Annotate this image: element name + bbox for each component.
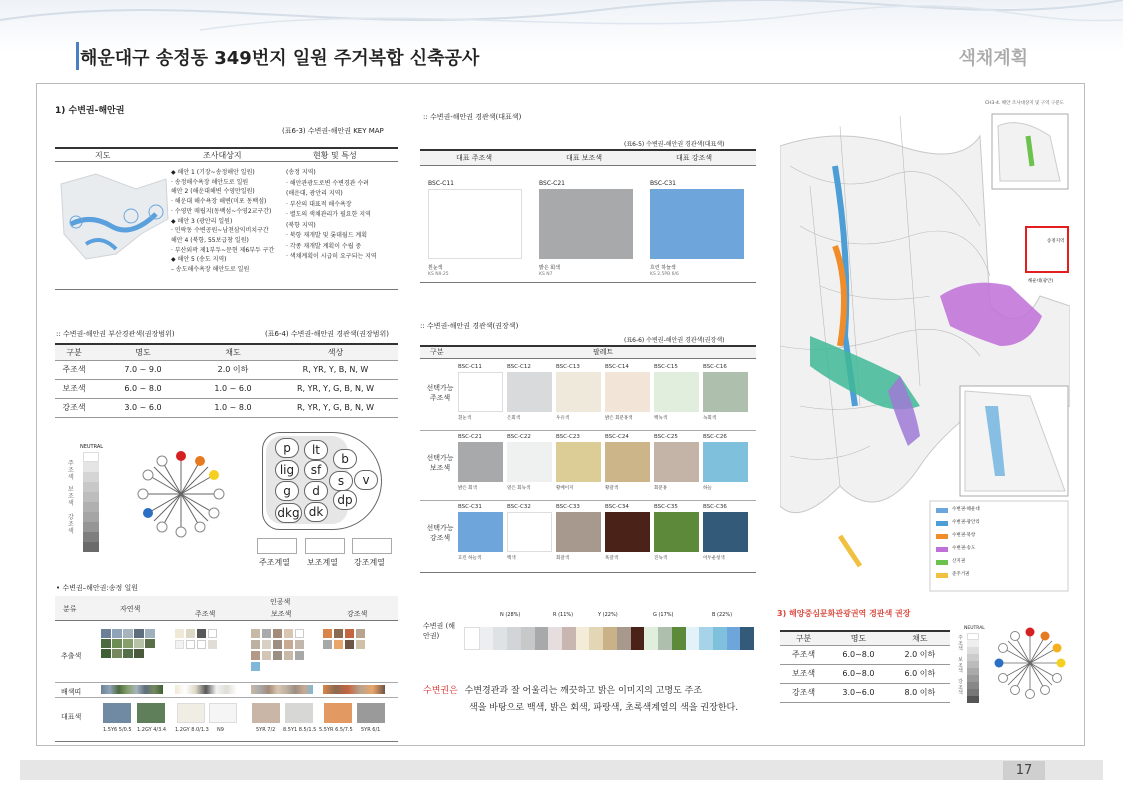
sj-rep-code: 5YR 7/2 [256,727,276,733]
palette-swatch [654,512,699,552]
page-title: 해운대구 송정동 349번지 일원 주거복합 신축공사 [80,48,480,69]
palette-header [420,345,756,359]
keymap-bottom-line [55,289,398,290]
sj-rep-swatch [285,703,313,723]
palette-swatch [605,372,650,412]
survey-line: – 송도해수욕장 해안도로 일원 [171,266,250,274]
tone-legend-sub: 보조계열 [307,558,338,567]
range-cell: 보조색 [55,379,93,398]
color-wheel [135,448,227,540]
remark-line-2: 색을 바탕으로 백색, 밝은 회색, 파랑색, 초록색계열의 색을 권장한다. [469,703,739,713]
sj-col-artificial: 인공색 [270,598,291,606]
palette-title: :: 수변권-해안권 경관색(권장색) [420,322,519,330]
rec-cell: 3.0~6.0 [827,683,890,702]
palette-swatch [703,442,748,482]
rep-swatch-sub [539,189,633,259]
palette-swatch [605,442,650,482]
palette-code: BSC-C23 [556,434,580,440]
rec-cell: 강조색 [780,683,827,702]
palette-code: BSC-C11 [458,364,482,370]
sj-row-extract: 추출색 [61,652,82,660]
sj-rep-swatch [324,703,352,723]
left-heading: 1) 수변권-해안권 [55,106,125,116]
range-title: :: 수변권-해안권 부산경관색(권장범위) [56,330,175,338]
palette-swatch-name: 은회색 [507,416,521,421]
palette-swatch [556,512,601,552]
range-cell: 1.0 ~ 6.0 [193,379,273,398]
status-line: (송정 지역) [286,169,316,176]
hue-head-r: R (11%) [553,612,574,618]
palette-code: BSC-C22 [507,434,531,440]
range-col: 색상 [273,344,398,360]
status-line: (해운대, 광안리 지역) [286,190,343,197]
sj-col-main: 주조색 [195,610,216,618]
palette-swatch-name: 하늘 [703,486,712,491]
rep-ks: KS N7 [539,272,553,277]
hue-head-b: B (22%) [712,612,733,618]
tone-legend-main: 주조계열 [259,558,290,567]
palette-code: BSC-C12 [507,364,531,370]
sj-main-strip [175,685,237,694]
palette-swatch [703,512,748,552]
palette-swatch [654,372,699,412]
tone-d: d [304,481,328,501]
sj-rep-swatch [177,703,205,723]
sj-rep-code: 5.5YR 6.5/7.5 [319,727,353,733]
keymap-col-map: 지도 [95,151,111,160]
sj-col-class: 분류 [63,605,77,613]
sj-col-sub: 보조색 [271,610,292,618]
keymap-caption: (표6-3) 수변권-해안권 KEY MAP [282,127,384,135]
tone-sf: sf [304,460,328,480]
rep-name: 흰눈색 [428,265,443,271]
title-accent-bar [76,42,79,70]
map-legend-6: 준주거권 [952,572,970,577]
sj-rep-swatch [209,703,237,723]
range-cell: R, YR, Y, G, B, N, W [273,398,398,417]
status-line: · 북항 재개발 및 롯데월드 계획 [286,232,367,239]
rep-title: :: 수변권-해안권 경관색(대표색) [423,113,522,121]
sj-rep-swatch [357,703,385,723]
page-number: 17 [1003,761,1045,780]
range-col: 구분 [55,344,93,360]
palette-swatch-name: 진녹색 [654,556,668,561]
rep-col-accent: 대표 강조색 [676,154,713,162]
keymap-table-topline [55,147,398,149]
palette-col-palette: 팔레트 [593,348,614,356]
rec-neutral-side-accent: 강조색 [958,679,963,696]
palette-code: BSC-C32 [507,504,531,510]
status-line: · 부산의 대표적 해수욕장 [286,200,352,208]
remark-line-1: 수변경관과 잘 어울리는 깨끗하고 밝은 이미지의 고명도 주조 [464,686,703,696]
remark [423,683,702,696]
palette-swatch [507,442,552,482]
tone-lig: lig [275,460,299,480]
palette-caption: (표6-6) 수변권-해안권 경관색(권장색) [624,337,725,344]
palette-grid [420,361,756,571]
rep-ks: KS 2.5PB 6/6 [650,272,679,277]
status-line: (북항 지역) [286,221,316,229]
range-col: 채도 [193,344,273,360]
rec-title: 3) 해양중심문화관광권역 경관색 권장 [777,609,911,618]
rep-bottom-line [420,282,756,283]
map-legend-1: 수변권-해운대 [952,507,980,512]
hue-head-n: N (28%) [500,612,521,618]
palette-swatch-name: 흑갈색 [605,556,619,561]
rec-cell: 보조색 [780,664,827,683]
neutral-scale [83,452,99,552]
range-cell: 6.0 ~ 8.0 [93,379,193,398]
range-cell: 3.0 ~ 6.0 [93,398,193,417]
range-col: 명도 [93,344,193,360]
tone-legend-sub-box [305,538,345,554]
palette-swatch [654,442,699,482]
palette-swatch-name: 백색 [507,556,516,561]
sj-rep-code: 1.5Y6 5/0.5 [103,727,132,733]
sj-col-accent: 강조색 [347,610,368,618]
palette-code: BSC-C14 [605,364,629,370]
status-line: · 각종 재개발 계획이 수립 중 [286,242,362,250]
neutral-side-accent: 강조색 [68,514,74,535]
range-cell: 주조색 [55,360,93,379]
palette-swatch [556,372,601,412]
range-cell: 2.0 이하 [193,360,273,379]
status-line: · 별도의 색채관리가 필요한 지역 [286,211,371,218]
palette-swatch [507,372,552,412]
tone-g: g [275,481,299,501]
sj-rep-code: 1.2GY 8.0/1.3 [175,727,209,733]
map-legend-4: 수변권-송도 [952,546,976,551]
palette-code: BSC-C24 [605,434,629,440]
survey-line: · 송정해수욕장 해안도로 일원 [171,178,249,186]
rec-neutral-side-sub: 보조색 [958,657,963,674]
keymap-col-status: 현황 및 특성 [313,151,357,160]
keymap-header-line [55,161,398,162]
neutral-label: NEUTRAL [80,444,104,450]
sj-rep-code: 1.2GY 4/3.4 [137,727,167,733]
palette-swatch-name: 회분홍 [654,486,668,491]
tone-p: p [275,438,299,458]
sj-rep-code: 8.5Y1 8.5/1.5 [283,727,317,733]
rep-swatch-main [428,189,522,259]
palette-code: BSC-C31 [458,504,482,510]
palette-swatch [556,442,601,482]
rep-name: 흐린 하늘색 [650,265,676,271]
hue-strip [464,627,754,650]
table-row [55,360,398,379]
table-row [780,645,950,664]
sj-rep-swatch [103,703,131,723]
palette-swatch [507,512,552,552]
status-line: · 색채계획이 시급히 요구되는 지역 [286,253,377,260]
rep-code: BSC-C11 [428,180,454,187]
palette-swatch [458,512,503,552]
range-caption: (표6-4) 수변권-해안권 경관색(권장범위) [265,330,390,338]
palette-swatch-name: 회갈색 [556,556,570,561]
songjeong-table [55,596,398,742]
survey-line: · 부산외곽 제1부두~문현 제6부두 구간 [171,246,275,254]
sj-row-strip: 배색띠 [61,688,82,696]
rep-swatch-accent [650,189,744,259]
rec-cell: 8.0 이하 [890,683,950,702]
tone-dkg: dkg [275,503,302,523]
range-cell: R, YR, Y, G, B, N, W [273,379,398,398]
remark-highlight: 수변권은 [423,686,458,696]
palette-swatch-name: 우유색 [556,416,570,421]
songjeong-title: • 수변권–해안권:송정 일원 [56,584,139,592]
rec-col: 명도 [827,631,890,645]
neutral-side-main: 주조색 [68,460,74,481]
section-title: 색채계획 [958,48,1028,69]
palette-swatch-name: 밝은 회분홍색 [605,416,633,421]
map-legend-2: 수변권-광안리 [952,520,980,525]
palette-code: BSC-C34 [605,504,629,510]
rec-neutral-side [958,636,963,697]
tone-legend-accent: 강조계열 [354,558,385,567]
sj-accent-strip [323,685,385,694]
footer-bar [20,760,1103,780]
palette-swatch-name: 어두운청색 [703,556,725,561]
rec-col: 채도 [890,631,950,645]
hue-head-g: G (17%) [653,612,674,618]
status-line: · 해안관광도로변 수변경관 수려 [286,179,369,187]
sj-rep-code: N9 [217,727,224,733]
map-place-a: 송정지역 [1047,239,1065,244]
rec-col: 구분 [780,631,827,645]
survey-line: 해안 2 (해운대해변 수영만일원) [171,188,255,196]
map-legend-3: 수변권-북항 [952,533,976,538]
palette-row-label: 선택가능 보조색 [426,454,454,472]
table-row [780,683,950,702]
sj-rep-swatch [137,703,165,723]
table-row [55,398,398,417]
rep-col-main: 대표 주조색 [456,154,493,162]
palette-code: BSC-C15 [654,364,678,370]
palette-row-divider [420,500,756,501]
neutral-side-labels [68,460,76,535]
palette-swatch-name: 황갈색 [605,486,619,491]
palette-col-class: 구분 [430,348,444,356]
sj-natural-swatches [101,629,157,658]
neutral-side-sub: 보조색 [68,486,74,507]
survey-list [171,168,283,275]
rec-cell: 6.0 이하 [890,664,950,683]
rec-color-wheel [993,626,1067,700]
sj-rep-swatch [252,703,280,723]
palette-swatch-name: 밝은 회색 [458,486,477,491]
palette-code: BSC-C13 [556,364,580,370]
keymap-mini-map [56,164,171,279]
sj-row-rep: 대표색 [61,713,82,721]
rec-cell: 주조색 [780,645,827,664]
palette-row-divider [420,430,756,431]
table-row [55,379,398,398]
palette-code: BSC-C16 [703,364,727,370]
range-table [55,343,398,418]
rec-neutral-side-main: 주조색 [958,635,963,652]
palette-code: BSC-C36 [703,504,727,510]
rep-ks: KS N9.25 [428,272,449,277]
tone-b: b [333,449,357,469]
rec-table [780,630,950,703]
palette-code: BSC-C26 [703,434,727,440]
range-cell: 1.0 ~ 8.0 [193,398,273,417]
sj-main-swatches [175,629,235,649]
rep-col-sub: 대표 보조색 [566,154,603,162]
survey-line: 해안 4 (북항, 55보급창 일원) [171,236,249,244]
rep-code: BSC-C31 [650,180,676,187]
map-legend-5: 산지권 [952,559,966,564]
survey-line: · 수영만 매립지(동백섬~수영2교구간) [171,207,272,215]
rep-name: 밝은 회색 [539,265,560,271]
map-caption: CH3-4. 해안 조사대상지 및 구역 구분도 [985,101,1064,106]
range-cell: 7.0 ~ 9.0 [93,360,193,379]
survey-line: ◆ 해안 1 (기장~송정해안 일원) [171,169,255,176]
sj-rep-code: 5YR 6/1 [361,727,381,733]
palette-swatch [703,372,748,412]
sj-natural-strip [101,685,163,694]
palette-code: BSC-C25 [654,434,678,440]
sj-sub-strip [251,685,313,694]
survey-line: ◆ 해안 3 (광안리 일원) [171,217,233,225]
tone-s: s [329,471,353,491]
status-list [286,168,398,263]
palette-swatch-name: 옅은 회녹색 [507,486,531,491]
keymap-col-survey: 조사대상지 [203,151,242,160]
palette-swatch [458,372,503,412]
palette-swatch-name: 백녹색 [654,416,668,421]
map-place-b: 해운대(광안) [1028,279,1054,284]
survey-line: ◆ 해안 5 (송도 지역) [171,256,227,264]
hue-head-y: Y (22%) [598,612,618,618]
palette-code: BSC-C35 [654,504,678,510]
rec-cell: 2.0 이하 [890,645,950,664]
palette-code: BSC-C33 [556,504,580,510]
palette-swatch [605,512,650,552]
palette-swatch [458,442,503,482]
survey-line: · 해운대 해수욕장 해변(미포 동백섬) [171,198,267,206]
palette-swatch-name: 흐린 하늘색 [458,556,482,561]
rec-neutral-label: NEUTRAL [964,626,985,631]
tone-v: v [354,470,378,490]
sj-sub-swatches [251,629,311,671]
survey-line: · 민락동 수변공원~남천삼익비치구간 [171,227,269,235]
tone-legend-main-box [257,538,297,554]
range-cell: R, YR, Y, B, N, W [273,360,398,379]
palette-bottom-line [420,572,756,573]
rep-caption: (표6-5) 수변권-해안권 경관색(대표색) [624,141,725,148]
palette-row-label: 선택가능 주조색 [426,384,454,402]
range-cell: 강조색 [55,398,93,417]
palette-swatch-name: 녹회색 [703,416,717,421]
palette-row-label: 선택가능 강조색 [426,524,454,542]
rec-cell: 6.0~8.0 [827,664,890,683]
tone-dk: dk [304,502,328,522]
palette-swatch-name: 황베이지 [556,486,574,491]
palette-swatch-name: 흰눈색 [458,416,472,421]
tone-dp: dp [333,490,357,510]
hue-label: 수변권 (해안권) [423,622,456,640]
palette-code: BSC-C21 [458,434,482,440]
rec-cell: 6.0~8.0 [827,645,890,664]
rec-neutral-scale [967,633,979,703]
tone-lt: lt [304,440,328,460]
rep-code: BSC-C21 [539,180,565,187]
table-row [780,664,950,683]
tone-legend-accent-box [352,538,392,554]
coastal-map [780,106,1070,596]
sj-col-natural: 자연색 [120,605,141,613]
sj-accent-swatches [323,629,383,649]
